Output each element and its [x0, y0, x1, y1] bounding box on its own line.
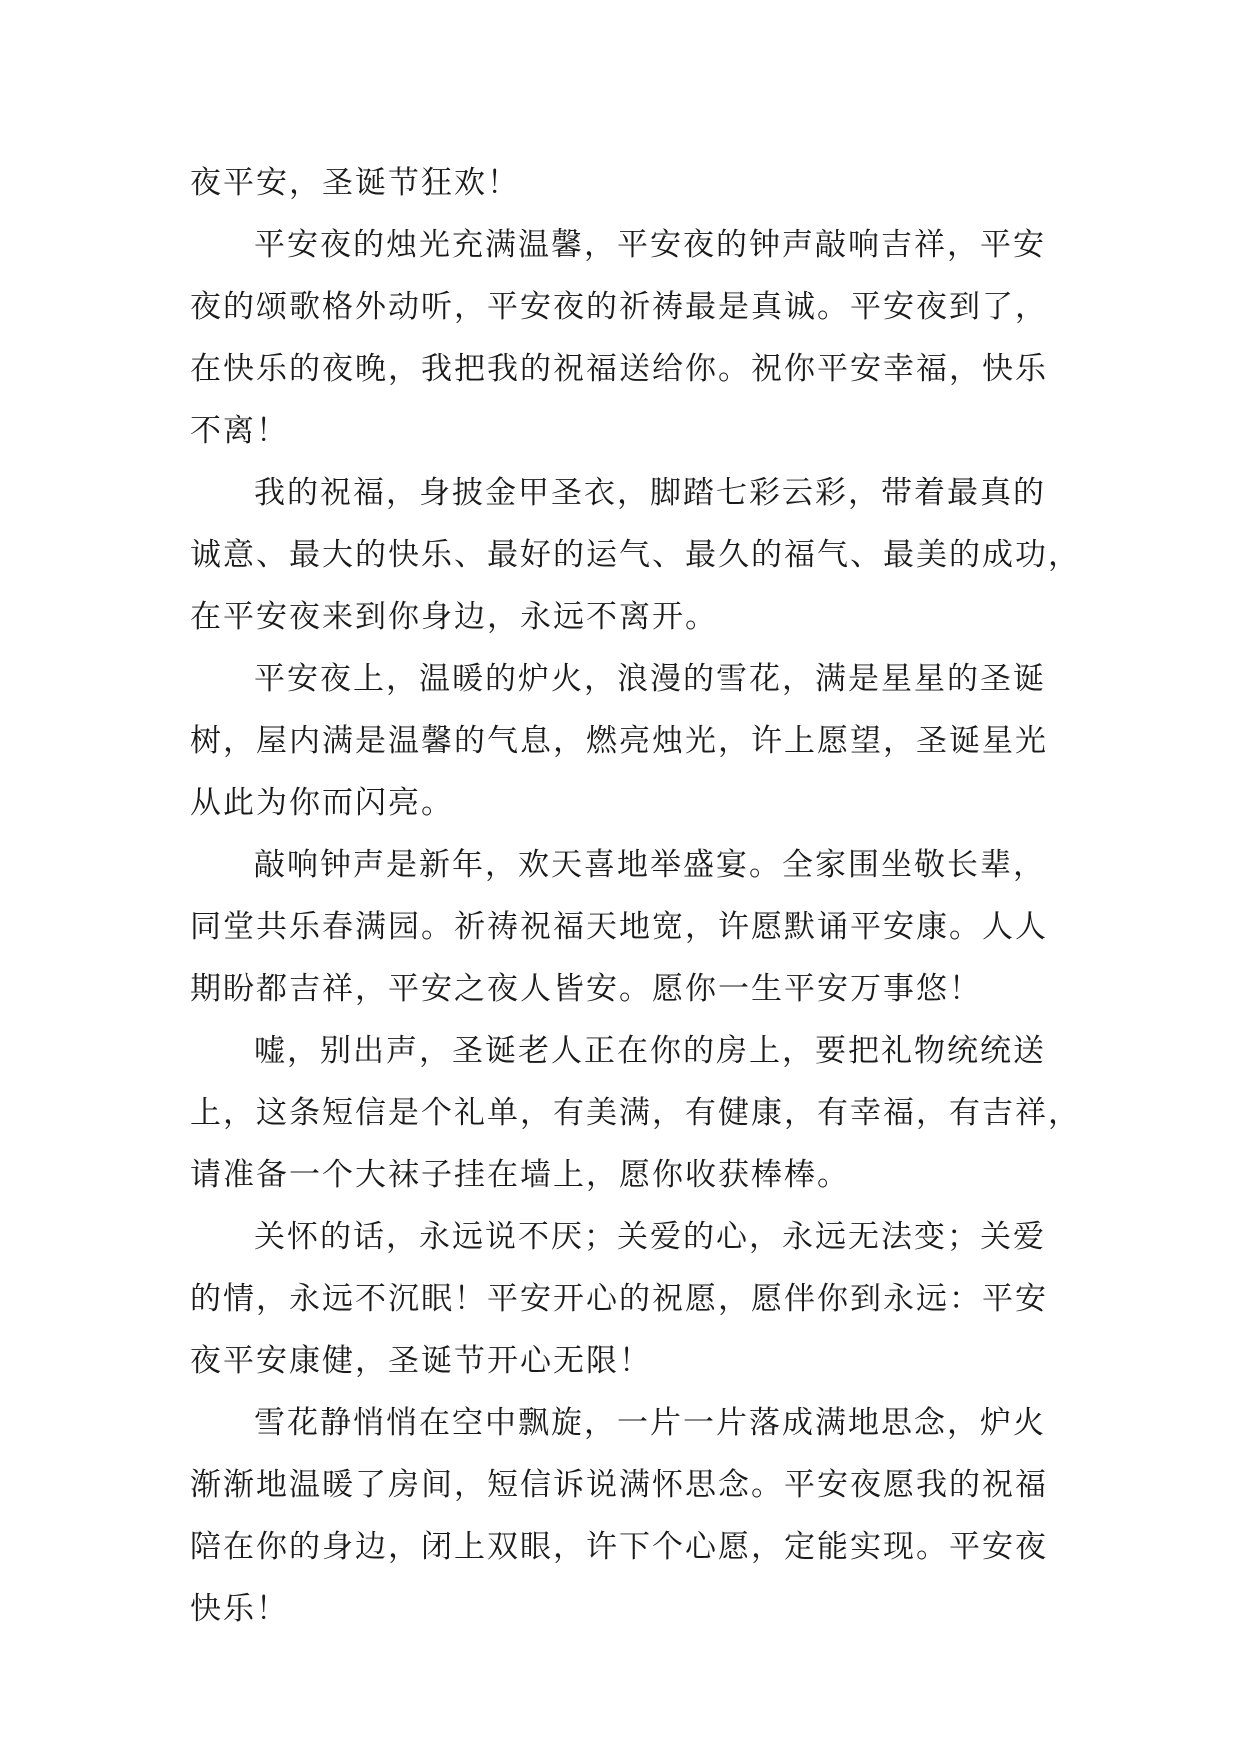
text-line: 夜平安，圣诞节狂欢！: [190, 165, 520, 201]
text-line: 诚意、最大的快乐、最好的运气、最久的福气、最美的成功，: [190, 537, 1081, 573]
text-line: 从此为你而闪亮。: [190, 785, 454, 821]
text-line: 上，这条短信是个礼单，有美满，有健康，有幸福，有吉祥，: [190, 1095, 1081, 1131]
text-line: 夜平安康健，圣诞节开心无限！: [190, 1343, 652, 1379]
text-line: 渐渐地温暖了房间，短信诉说满怀思念。平安夜愿我的祝福: [190, 1467, 1048, 1503]
text-line: 同堂共乐春满园。祈祷祝福天地宽，许愿默诵平安康。人人: [190, 909, 1048, 945]
text-line: 请准备一个大袜子挂在墙上，愿你收获棒棒。: [190, 1157, 850, 1193]
paragraph-first-line: 我的祝福，身披金甲圣衣，脚踏七彩云彩，带着最真的: [254, 475, 1046, 511]
paragraph-first-line: 嘘，别出声，圣诞老人正在你的房上，要把礼物统统送: [254, 1033, 1046, 1069]
paragraph-first-line: 关怀的话，永远说不厌；关爱的心，永远无法变；关爱: [254, 1219, 1046, 1255]
text-line: 在快乐的夜晚，我把我的祝福送给你。祝你平安幸福，快乐: [190, 351, 1048, 387]
text-line: 快乐！: [190, 1591, 289, 1627]
paragraph-first-line: 雪花静悄悄在空中飘旋，一片一片落成满地思念，炉火: [254, 1405, 1046, 1441]
text-line: 树，屋内满是温馨的气息，燃亮烛光，许上愿望，圣诞星光: [190, 723, 1048, 759]
text-line: 期盼都吉祥，平安之夜人皆安。愿你一生平安万事悠！: [190, 971, 982, 1007]
text-line: 在平安夜来到你身边，永远不离开。: [190, 599, 718, 635]
text-line: 不离！: [190, 413, 289, 449]
text-line: 陪在你的身边，闭上双眼，许下个心愿，定能实现。平安夜: [190, 1529, 1048, 1565]
paragraph-first-line: 敲响钟声是新年，欢天喜地举盛宴。全家围坐敬长辈，: [254, 847, 1046, 883]
body-text: [190, 152, 1081, 1640]
paragraph-first-line: 平安夜的烛光充满温馨，平安夜的钟声敲响吉祥，平安: [254, 227, 1046, 263]
text-line: 的情，永远不沉眠！平安开心的祝愿，愿伴你到永远：平安: [190, 1281, 1048, 1317]
text-line: 夜的颂歌格外动听，平安夜的祈祷最是真诚。平安夜到了，: [190, 289, 1048, 325]
paragraph-first-line: 平安夜上，温暖的炉火，浪漫的雪花，满是星星的圣诞: [254, 661, 1046, 697]
